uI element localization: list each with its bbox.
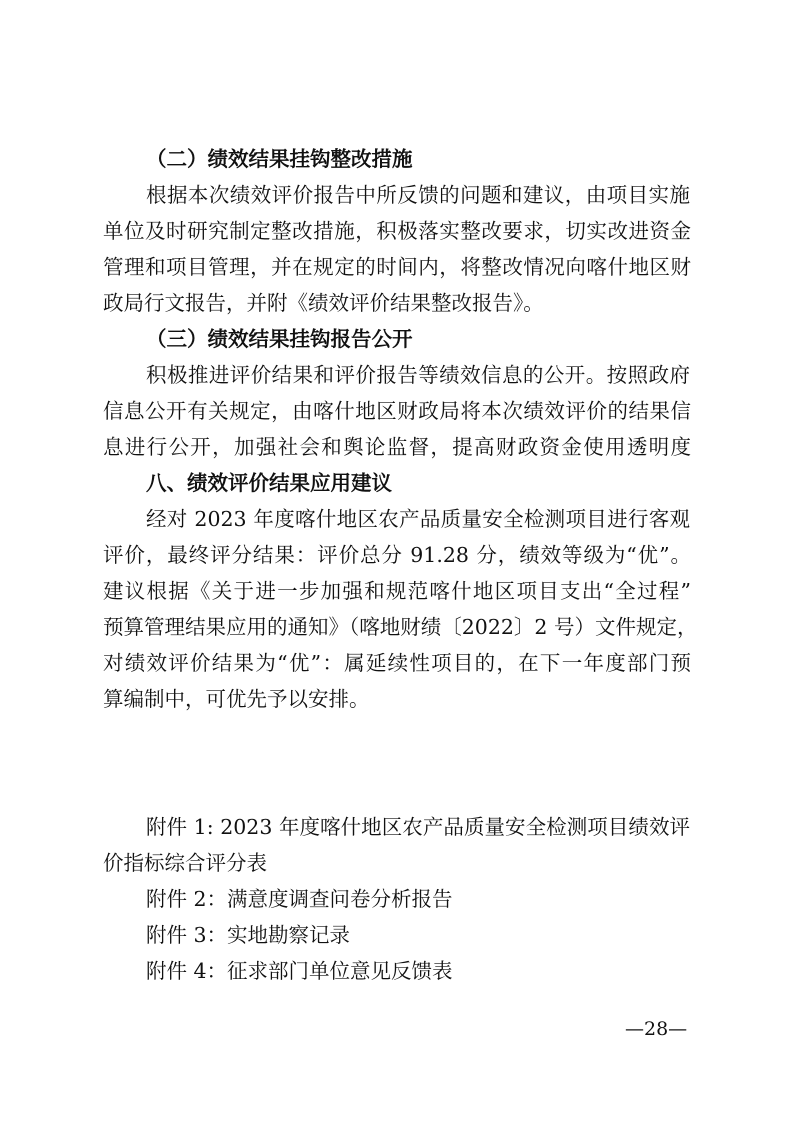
attachment-item: 附件 2：满意度调查问卷分析报告 <box>146 887 453 911</box>
paragraph-line: 评价，最终评分结果：评价总分 91.28 分，绩效等级为“优”。 <box>103 543 691 567</box>
attachment-item-continued: 价指标综合评分表 <box>103 851 267 875</box>
paragraph-line: 经对 2023 年度喀什地区农产品质量安全检测项目进行客观 <box>146 507 690 531</box>
attachment-item: 附件 1: 2023 年度喀什地区农产品质量安全检测项目绩效评 <box>146 815 690 839</box>
paragraph-line: 建议根据《关于进一步加强和规范喀什地区项目支出“全过程” <box>103 579 691 603</box>
paragraph-line: 对绩效评价结果为“优”：属延续性项目的，在下一年度部门预 <box>103 651 691 675</box>
page-number: —28— <box>625 1018 688 1040</box>
paragraph-line: 管理和项目管理，并在规定的时间内，将整改情况向喀什地区财 <box>103 255 691 279</box>
paragraph-line: 政局行文报告，并附《绩效评价结果整改报告》。 <box>103 291 544 315</box>
paragraph-line: 积极推进评价结果和评价报告等绩效信息的公开。按照政府 <box>146 363 690 387</box>
section-heading-2: （二）绩效结果挂钩整改措施 <box>146 147 413 171</box>
paragraph-line: 算编制中，可优先予以安排。 <box>103 687 370 711</box>
section-heading-8: 八、绩效评价结果应用建议 <box>146 471 392 495</box>
attachment-item: 附件 4：征求部门单位意见反馈表 <box>146 959 453 983</box>
attachment-item: 附件 3：实地勘察记录 <box>146 923 351 947</box>
paragraph-line: 息进行公开，加强社会和舆论监督，提高财政资金使用透明度 <box>103 435 691 459</box>
paragraph-line: 预算管理结果应用的通知》（喀地财绩〔2022〕2 号）文件规定， <box>103 615 698 639</box>
paragraph-line: 单位及时研究制定整改措施，积极落实整改要求，切实改进资金 <box>103 219 691 243</box>
section-heading-3: （三）绩效结果挂钩报告公开 <box>146 327 413 351</box>
paragraph-line: 根据本次绩效评价报告中所反馈的问题和建议，由项目实施 <box>146 183 690 207</box>
paragraph-line: 信息公开有关规定，由喀什地区财政局将本次绩效评价的结果信 <box>103 399 691 423</box>
